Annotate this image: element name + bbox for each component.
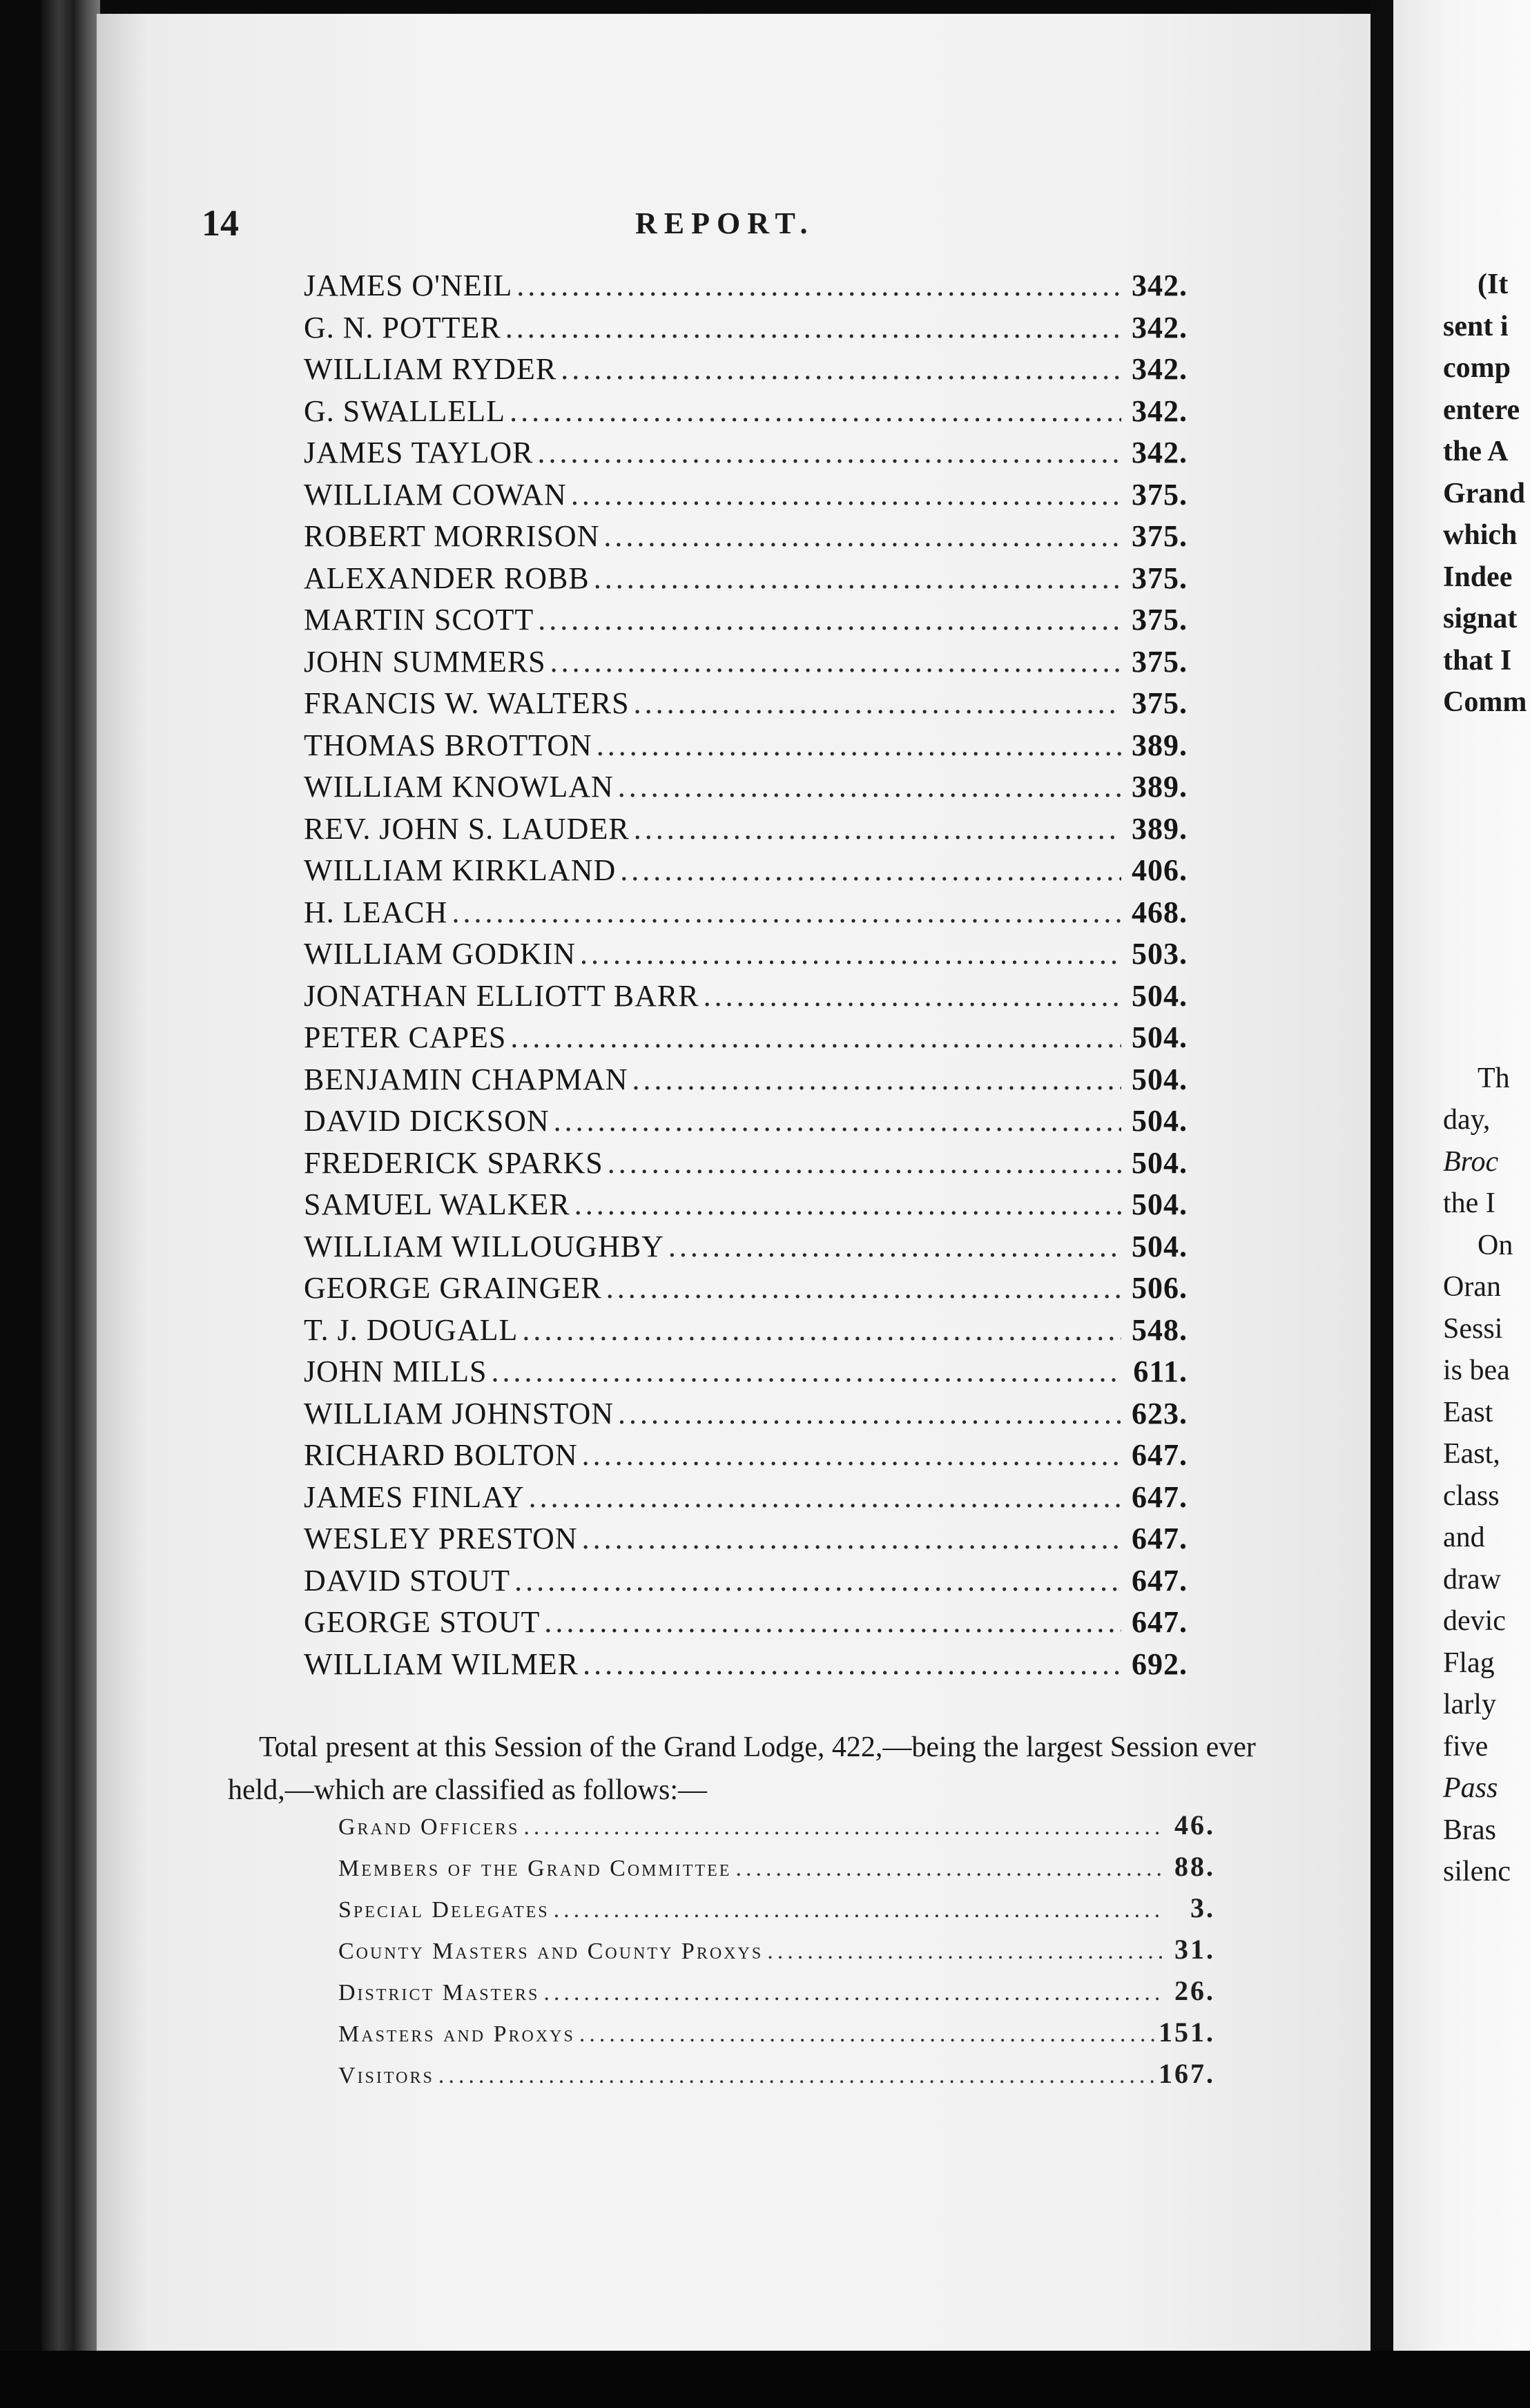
dot-leader (582, 1437, 1121, 1473)
dot-leader (554, 1103, 1121, 1138)
lodge-number: 375. (1132, 477, 1188, 512)
dot-leader (618, 1396, 1121, 1431)
dot-leader (529, 1479, 1121, 1515)
classification-count: 151. (1159, 2017, 1215, 2048)
roster-entry (304, 1563, 1188, 1605)
member-name: BENJAMIN CHAPMAN (304, 1062, 628, 1096)
right-page-line (1443, 1020, 1527, 1062)
lodge-number: 623. (1132, 1396, 1188, 1430)
right-page-line (1443, 853, 1527, 895)
member-name: WESLEY PRESTON (304, 1522, 578, 1555)
roster-entry (304, 978, 1188, 1020)
roster-entry (304, 1103, 1188, 1145)
right-page-line: Flag (1443, 1647, 1495, 1679)
member-name: T. J. DOUGALL (304, 1312, 519, 1347)
lodge-number: 504. (1132, 1020, 1188, 1054)
lodge-number: 342. (1132, 394, 1188, 428)
right-page-line: On (1478, 1229, 1513, 1261)
dot-leader (767, 1939, 1163, 1965)
lodge-number: 647. (1132, 1522, 1188, 1555)
dot-leader (543, 1980, 1163, 2006)
member-name: RICHARD BOLTON (304, 1438, 578, 1472)
lodge-number: 468. (1132, 895, 1188, 929)
right-page-line: five (1443, 1730, 1489, 1763)
right-page-line: larly (1443, 1689, 1496, 1720)
roster-entry (304, 644, 1188, 686)
dot-leader (550, 644, 1121, 679)
lodge-number: 692. (1132, 1647, 1188, 1681)
dot-leader (574, 1187, 1121, 1222)
member-name: FREDERICK SPARKS (304, 1145, 603, 1180)
roster-entry (304, 1479, 1188, 1522)
dot-leader (505, 310, 1121, 345)
lodge-number: 342. (1132, 352, 1188, 386)
classification-entry (338, 2057, 1215, 2099)
dot-leader (594, 561, 1121, 596)
member-name: JOHN MILLS (304, 1354, 487, 1388)
member-name: JAMES O'NEIL (304, 269, 513, 302)
roster-entry (304, 686, 1188, 728)
roster-entry (304, 1062, 1188, 1104)
right-page-line: the A (1443, 436, 1509, 467)
lodge-number: 375. (1132, 519, 1188, 553)
lodge-number: 389. (1132, 770, 1188, 804)
dot-leader (583, 1647, 1121, 1682)
dot-leader (603, 518, 1121, 554)
roster-entry (304, 394, 1188, 436)
classification-entry (338, 1933, 1215, 1974)
member-name: WILLIAM GODKIN (304, 937, 577, 971)
member-name: GEORGE GRAINGER (304, 1271, 602, 1305)
classification-count: 88. (1174, 1851, 1215, 1882)
dot-leader (580, 936, 1121, 971)
dot-leader (514, 1563, 1121, 1598)
member-name: WILLIAM KIRKLAND (304, 853, 617, 887)
right-page-line: day, (1443, 1104, 1491, 1136)
right-page-line: devic (1443, 1605, 1506, 1637)
dot-leader (579, 2021, 1154, 2048)
roster-entry (304, 853, 1188, 895)
right-page-line: Bras (1443, 1814, 1496, 1846)
lodge-number: 342. (1132, 310, 1188, 344)
member-name: GEORGE STOUT (304, 1605, 541, 1639)
member-name: H. LEACH (304, 895, 448, 929)
dot-leader (510, 394, 1121, 429)
roster-entry (304, 1521, 1188, 1563)
member-name: WILLIAM WILLOUGHBY (304, 1229, 664, 1263)
member-name: DAVID STOUT (304, 1563, 511, 1598)
right-page-line: and (1443, 1522, 1485, 1553)
member-name: THOMAS BROTTON (304, 728, 592, 762)
classification-entry (338, 1809, 1215, 1850)
roster-entry (304, 1187, 1188, 1229)
right-page-line (1443, 895, 1527, 937)
dot-leader (571, 477, 1121, 512)
lodge-number: 504. (1132, 978, 1188, 1013)
classification-count: 31. (1174, 1934, 1215, 1965)
dot-leader (438, 2063, 1154, 2089)
dot-leader (538, 602, 1121, 637)
member-name: WILLIAM COWAN (304, 477, 567, 512)
roster-entry (304, 1396, 1188, 1438)
dot-leader (618, 769, 1121, 804)
roster-entry (304, 268, 1188, 310)
right-page-line: (It (1478, 269, 1509, 300)
roster-entry (304, 435, 1188, 477)
roster-entry (304, 602, 1188, 644)
right-page-line: Th (1478, 1062, 1510, 1094)
lodge-number: 342. (1132, 436, 1188, 469)
dot-leader (634, 811, 1121, 846)
dot-leader (554, 1897, 1163, 1923)
right-page-line: Indee (1443, 561, 1513, 593)
right-page-line: sent i (1443, 310, 1509, 342)
lodge-number: 375. (1132, 686, 1188, 720)
dot-leader (620, 853, 1121, 888)
roster-entry (304, 1020, 1188, 1062)
right-page-line: comp (1443, 352, 1511, 384)
dot-leader (608, 1145, 1121, 1181)
dot-leader (668, 1229, 1121, 1264)
member-name: WILLIAM JOHNSTON (304, 1396, 614, 1430)
classification-label: Members of the Grand Committee (338, 1856, 732, 1881)
member-name: ALEXANDER ROBB (304, 561, 590, 595)
scan-bottom-border (0, 2351, 1530, 2408)
member-name: WILLIAM KNOWLAN (304, 770, 614, 804)
right-page-line: draw (1443, 1563, 1501, 1595)
lodge-number: 389. (1132, 811, 1188, 846)
right-page-line: Comm (1443, 686, 1527, 718)
dot-leader (634, 686, 1121, 721)
session-total-paragraph: Total present at this Session of the Grand Lodge, 422,—being the largest Session ever held,—which are classified as follows:— (228, 1731, 1256, 1806)
right-page-text-fragments (1443, 268, 1527, 1897)
lodge-number: 504. (1132, 1229, 1188, 1263)
roster-entry (304, 769, 1188, 811)
dot-leader (523, 1814, 1163, 1841)
member-name: WILLIAM WILMER (304, 1647, 579, 1681)
roster-entry (304, 1647, 1188, 1689)
roster-entry (304, 811, 1188, 853)
roster-entry (304, 561, 1188, 603)
lodge-number: 503. (1132, 937, 1188, 971)
right-page-line: class (1443, 1479, 1500, 1512)
member-name: JOHN SUMMERS (304, 644, 546, 679)
page-number: 14 (202, 202, 239, 244)
roster-entry (304, 477, 1188, 519)
right-page-line: silenc (1443, 1856, 1511, 1887)
roster-entry (304, 1354, 1188, 1396)
dot-leader (561, 351, 1121, 387)
member-name: DAVID DICKSON (304, 1104, 550, 1138)
book-spine-edge (41, 0, 100, 2408)
roster-entry (304, 1437, 1188, 1479)
roster-entry (304, 1604, 1188, 1647)
classification-label: Grand Officers (338, 1814, 520, 1840)
member-name: G. SWALLELL (304, 394, 506, 428)
classification-entry (338, 1892, 1215, 1933)
lodge-number: 647. (1132, 1479, 1188, 1514)
lodge-number: 506. (1132, 1271, 1188, 1305)
roster-entry (304, 1312, 1188, 1354)
dot-leader (704, 978, 1121, 1013)
lodge-number: 504. (1132, 1062, 1188, 1096)
dot-leader (522, 1312, 1121, 1348)
member-name: JAMES FINLAY (304, 1479, 525, 1514)
lodge-number: 375. (1132, 561, 1188, 595)
lodge-number: 389. (1132, 728, 1188, 762)
right-page-line: East, (1443, 1438, 1500, 1470)
member-name: SAMUEL WALKER (304, 1187, 570, 1221)
right-page-line: entere (1443, 394, 1520, 426)
right-page-line: the I (1443, 1187, 1495, 1219)
member-name: MARTIN SCOTT (304, 603, 534, 637)
right-page-line: Sessi (1443, 1312, 1503, 1345)
roster-entry (304, 351, 1188, 394)
roster-entry (304, 728, 1188, 770)
dot-leader (582, 1521, 1121, 1556)
classification-label: County Masters and County Proxys (338, 1939, 764, 1964)
roster-entry (304, 895, 1188, 937)
dot-leader (516, 268, 1121, 303)
right-page-line: signat (1443, 603, 1518, 634)
member-name: REV. JOHN S. LAUDER (304, 811, 630, 846)
dot-leader (606, 1270, 1121, 1305)
roster-entry (304, 310, 1188, 352)
classification-entry (338, 1974, 1215, 2016)
dot-leader (632, 1062, 1122, 1097)
right-page-line: Broc (1443, 1145, 1499, 1178)
lodge-number: 375. (1132, 603, 1188, 637)
right-page-line (1443, 978, 1527, 1020)
right-page-line: Pass (1443, 1772, 1498, 1804)
right-page-line (1443, 811, 1527, 853)
classification-entry (338, 2016, 1215, 2057)
classification-label: Special Delegates (338, 1897, 550, 1923)
running-title: REPORT. (635, 206, 815, 240)
dot-leader (491, 1354, 1121, 1389)
lodge-number: 504. (1132, 1187, 1188, 1221)
lodge-number: 375. (1132, 644, 1188, 679)
member-name: WILLIAM RYDER (304, 352, 557, 386)
lodge-number: 406. (1132, 853, 1188, 887)
member-name: G. N. POTTER (304, 310, 501, 344)
member-name: ROBERT MORRISON (304, 519, 600, 553)
classification-label: Visitors (338, 2063, 434, 2088)
right-page-line (1443, 769, 1527, 811)
classification-label: Masters and Proxys (338, 2021, 575, 2047)
right-page-line: Grand (1443, 477, 1526, 509)
dot-leader (537, 435, 1121, 470)
dot-leader (510, 1020, 1121, 1055)
roster-entry (304, 1229, 1188, 1271)
right-page-line (1443, 936, 1527, 978)
lodge-number: 504. (1132, 1145, 1188, 1180)
classification-count: 167. (1159, 2058, 1215, 2089)
right-page-line: that I (1443, 644, 1512, 677)
right-page-line: is bea (1443, 1354, 1510, 1386)
right-page-line: which (1443, 519, 1518, 551)
roster-entry (304, 1270, 1188, 1312)
dot-leader (597, 728, 1121, 763)
member-name: PETER CAPES (304, 1020, 507, 1054)
lodge-number: 647. (1132, 1605, 1188, 1639)
right-page-line: Oran (1443, 1271, 1501, 1303)
member-name: JONATHAN ELLIOTT BARR (304, 978, 699, 1013)
classification-label: District Masters (338, 1980, 540, 2006)
lodge-number: 548. (1132, 1312, 1188, 1347)
classification-list (338, 1809, 1215, 2099)
dot-leader (452, 895, 1121, 930)
dot-leader (544, 1604, 1121, 1640)
member-roster-list (304, 268, 1188, 1688)
lodge-number: 647. (1132, 1438, 1188, 1472)
member-name: JAMES TAYLOR (304, 436, 534, 469)
classification-count: 46. (1174, 1809, 1215, 1841)
roster-entry (304, 518, 1188, 561)
lodge-number: 504. (1132, 1104, 1188, 1138)
page-gutter (1371, 0, 1395, 2408)
lodge-number: 647. (1132, 1563, 1188, 1598)
classification-count: 26. (1174, 1975, 1215, 2006)
classification-entry (338, 1850, 1215, 1892)
roster-entry (304, 936, 1188, 978)
member-name: FRANCIS W. WALTERS (304, 686, 630, 720)
lodge-number: 342. (1132, 269, 1188, 302)
right-page-line: East (1443, 1396, 1493, 1428)
roster-entry (304, 1145, 1188, 1187)
lodge-number: 611. (1133, 1354, 1188, 1388)
classification-count: 3. (1190, 1892, 1215, 1923)
right-page-line (1443, 728, 1527, 770)
dot-leader (735, 1856, 1163, 1882)
